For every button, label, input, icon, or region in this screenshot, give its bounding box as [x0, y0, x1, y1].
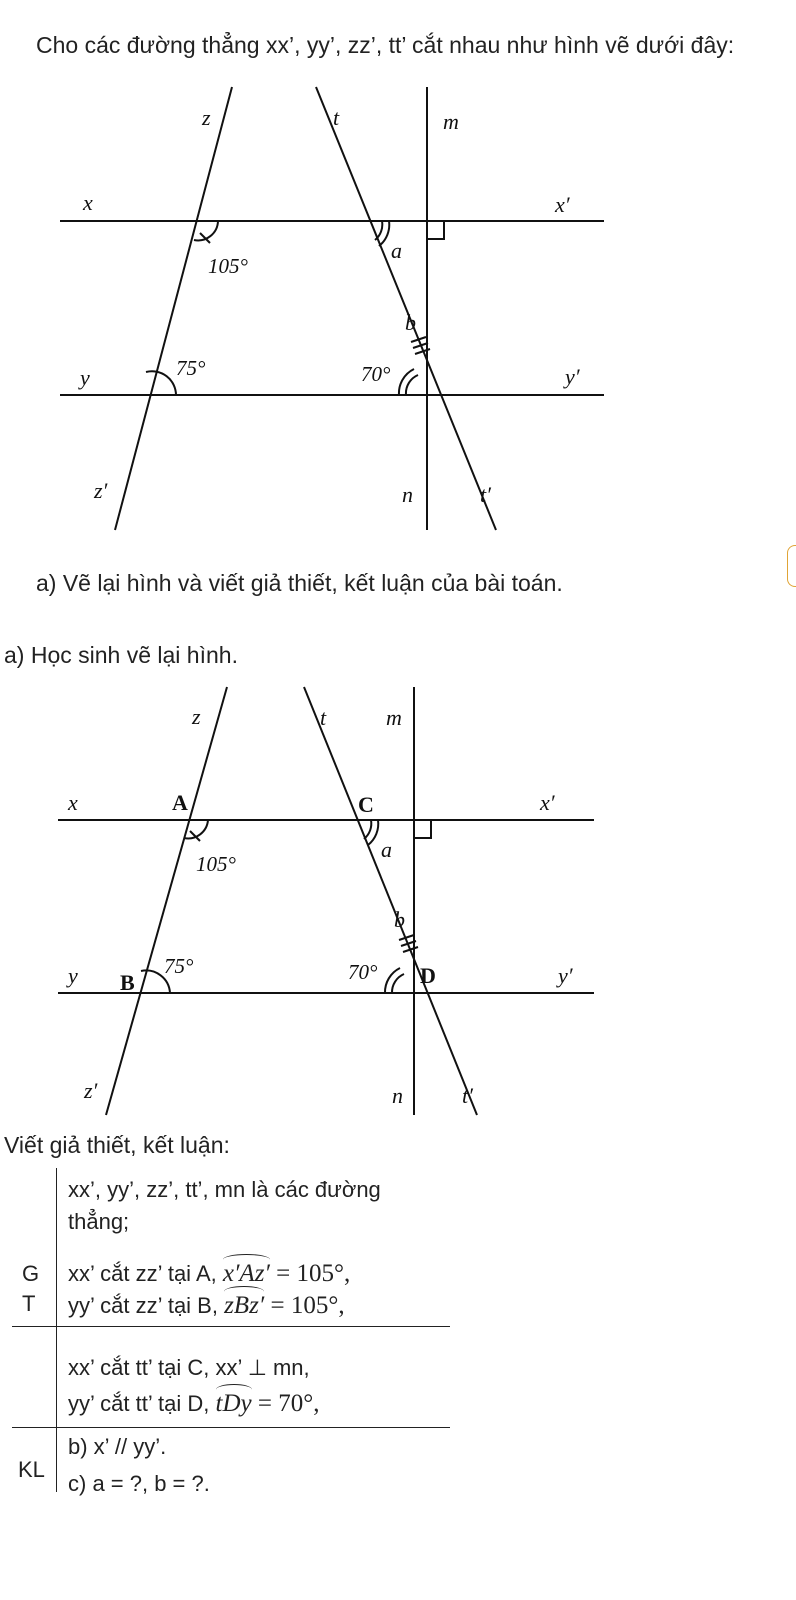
fig1-angle-105: 105° [208, 254, 248, 278]
fig2-angle-105: 105° [196, 852, 236, 876]
line-tt [304, 687, 477, 1115]
figure-1 [0, 75, 640, 555]
angle-xAz: x′Az′ [222, 1260, 270, 1287]
fig2-label-a: a [381, 837, 392, 862]
fig2-label-z: z [192, 704, 201, 729]
right-angle-mark [414, 820, 431, 838]
gt-line-5: yy’ cắt tt’ tại D, tDy = 70°, [68, 1390, 320, 1417]
intro-text: Cho các đường thẳng xx’, yy’, zz’, tt’ cắt nhau như hình vẽ dưới đây: [36, 32, 735, 58]
answer-a: a) Học sinh vẽ lại hình. [4, 642, 238, 668]
fig1-label-z2: z′ [94, 478, 108, 503]
fig1-label-a: a [391, 238, 402, 263]
gt-label-g: G [22, 1261, 40, 1286]
angle-arc-70 [392, 974, 404, 993]
line-tt [316, 87, 496, 530]
gtkl-vertical-divider-bottom [56, 1392, 57, 1492]
fig2-label-y2: y′ [558, 963, 573, 988]
fig2-label-n: n [392, 1083, 403, 1108]
angle-zBz: zBz′ [224, 1292, 265, 1319]
fig2-label-z2: z′ [84, 1078, 98, 1103]
angle-arc-105 [194, 221, 218, 240]
fig2-label-x: x [68, 790, 78, 815]
gt-label-t: T [22, 1291, 36, 1316]
kl-line-1: b) x’ // yy’. [68, 1434, 167, 1459]
kl-line-2: c) a = ?, b = ?. [68, 1471, 210, 1496]
fig2-point-C: C [358, 792, 374, 817]
gt-line-1b: thẳng; [68, 1209, 130, 1234]
side-tab-button[interactable] [787, 545, 796, 587]
fig1-angle-75: 75° [176, 356, 206, 380]
right-angle-mark [427, 221, 444, 239]
fig1-label-m: m [443, 109, 459, 134]
line-zz [106, 687, 227, 1115]
fig2-label-m: m [386, 705, 402, 730]
figure-2 [0, 680, 640, 1140]
gtkl-heading: Viết giả thiết, kết luận: [4, 1132, 230, 1158]
gt-line-1a: xx’, yy’, zz’, tt’, mn là các đường [68, 1177, 381, 1202]
kl-label: KL [18, 1457, 45, 1482]
fig2-label-t: t [320, 705, 327, 730]
fig1-angle-70: 70° [361, 362, 391, 386]
fig2-point-D: D [420, 963, 436, 988]
fig1-label-t2: t′ [480, 482, 491, 507]
fig1-label-b: b [405, 310, 416, 335]
fig2-label-y: y [68, 963, 78, 988]
fig1-label-n: n [402, 482, 413, 507]
fig1-label-y: y [80, 365, 90, 390]
gtkl-horizontal-divider-bottom [12, 1427, 450, 1428]
gt-line-3: yy’ cắt zz’ tại B, zBz′ = 105°, [68, 1292, 345, 1319]
fig2-point-B: B [120, 970, 135, 995]
fig1-label-x2: x′ [555, 192, 570, 217]
gt-line-2: xx’ cắt zz’ tại A, x′Az′ = 105°, [68, 1260, 351, 1287]
fig1-label-z: z [202, 105, 211, 130]
fig2-angle-70: 70° [348, 960, 378, 984]
angle-tDy: tDy [215, 1390, 252, 1417]
gt-line-4-visible: xx’ cắt tt’ tại C, xx’ ⊥ mn, [68, 1355, 310, 1380]
fig1-label-t: t [333, 105, 340, 130]
gtkl-vertical-divider [56, 1168, 57, 1392]
question-a: a) Vẽ lại hình và viết giả thiết, kết luận của bài toán. [36, 570, 563, 596]
gtkl-horizontal-divider [12, 1326, 450, 1327]
fig2-point-A: A [172, 790, 188, 815]
fig1-label-y2: y′ [565, 364, 580, 389]
fig1-label-x: x [83, 190, 93, 215]
fig2-angle-75: 75° [164, 954, 194, 978]
angle-arc-70 [406, 375, 418, 395]
fig2-label-t2: t′ [462, 1083, 473, 1108]
angle-arc-75 [146, 371, 176, 395]
line-zz [115, 87, 232, 530]
fig2-label-b: b [394, 907, 405, 932]
fig2-label-x2: x′ [540, 790, 555, 815]
